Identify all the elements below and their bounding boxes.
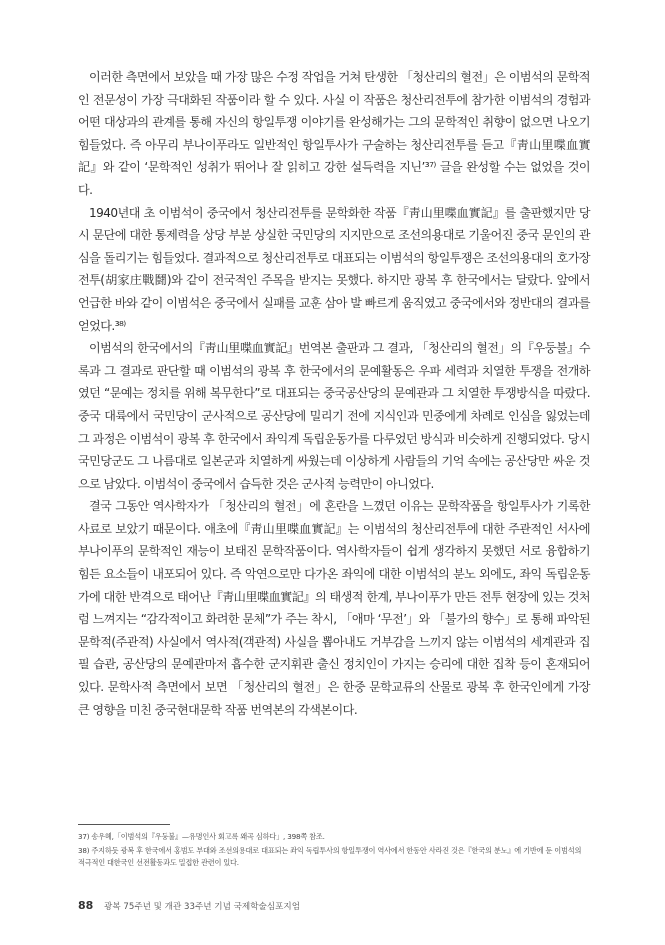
page-number: 88 [78,899,94,912]
paragraph: 1940년대 초 이범석이 중국에서 청산리전투를 문학화한 작품『靑山里喋血實記』를 출판했지만 당시 문단에 대한 통제력을 상당 부분 상실한 국민당의 지지만으로 조선의용대로 기울어진 중국 문인의 관심을 돌리기는 힘들었다. 결과적으로 청산리전투로 대표되는 이범석의 항일투쟁은 조선의용대의 호가장전투(胡家庄戰鬪)와 같이 전국적인 주목을 받지는 못했다. 하지만 광복 후 한국에서는 달랐다. 앞에서 언급한 바와 같이 이범석은 중국에서 실패를 교훈 삼아 발 빠르게 움직였고 중국에서와 정반대의 결과를 얻었다.³⁸⁾ [78,205,590,333]
page-footer [78,899,590,912]
footnotes [78,831,590,871]
footnote: 38) 주지하듯 광복 후 한국에서 홍범도 부대와 조선의용대로 대표되는 좌익 독립투사의 항일투쟁이 역사에서 한동안 사라진 것은『한국의 분노』에 기반에 둔 이범석의 적극적인 대한국인 선전활동과도 밀접한 관련이 있다. [78,846,582,867]
footnote-divider [78,824,170,825]
footnote: 37) 송우혜,「이범석의『우둥불』—유명인사 회고록 왜곡 심하다」, 398쪽 참조. [78,832,325,841]
paragraph: 이범석의 한국에서의『靑山里喋血實記』번역본 출판과 그 결과, 「청산리의 혈전」의『우둥불』수록과 그 결과로 판단할 때 이범석의 광복 후 한국에서의 문예활동은 우파 세력과 치열한 투쟁을 전개하였던 “문예는 정치를 위해 복무한다”로 대표되는 중국공산당의 문예관과 그 치열한 투쟁방식을 따랐다. 중국 대륙에서 국민당이 군사적으로 공산당에 밀리기 전에 지식인과 민중에게 차례로 인심을 잃었는데 그 과정은 이범석이 광복 후 한국에서 좌익계 독립운동가를 다루었던 방식과 비슷하게 진행되었다. 당시 국민당군도 그 나름대로 일본군과 치열하게 싸웠는데 이상하게 사람들의 기억 속에는 공산당만 싸운 것으로 남았다. 이범석이 중국에서 습득한 것은 군사적 능력만이 아니었다. [78,341,590,491]
paragraph: 이러한 측면에서 보았을 때 가장 많은 수정 작업을 거쳐 탄생한 「청산리의 혈전」은 이범석의 문학적인 전문성이 가장 극대화된 작품이라 할 수 있다. 사실 이 작품은 청산리전투에 참가한 이범석의 경험과 어떤 대상과의 관계를 통해 자신의 항일투쟁 이야기를 완성해가는 그의 문학적인 취향이 없으면 나오기 힘들었다. 즉 아무리 부나이푸라도 일반적인 항일투사가 구술하는 청산리전투를 듣고『靑山里喋血實記』와 같이 ‘문학적인 성취가 뛰어나 잘 읽히고 강한 설득력을 지닌’³⁷⁾ 글을 완성할 수는 없었을 것이다. [78,70,590,197]
main-text [78,66,590,721]
paragraph: 결국 그동안 역사학자가 「청산리의 혈전」에 혼란을 느꼈던 이유는 문학작품을 항일투사가 기록한 사료로 보았기 때문이다. 애초에『靑山里喋血實記』는 이범석의 청산리전투에 대한 주관적인 서사에 부나이푸의 문학적인 재능이 보태진 문학작품이다. 역사학자들이 쉽게 생각하지 못했던 서로 융합하기 힘든 요소들이 내포되어 있다. 즉 악연으로만 다가온 좌익에 대한 이범석의 분노 외에도, 좌익 독립운동가에 대한 반격으로 태어난『靑山里喋血實記』의 태생적 한계, 부나이푸가 만든 전투 현장에 있는 것처럼 느껴지는 “감각적이고 화려한 문체”가 주는 착시, 「애마 ‘무전’」와 「불가의 향수」로 통해 파악된 문학적(주관적) 사실에서 역사적(객관적) 사실을 뽑아내도 거부감을 느끼지 않는 이범석의 세계관과 집필 습관, 공산당의 문예관마저 흡수한 군지휘관 출신 정치인이 가지는 승리에 대한 집착 등이 혼재되어 있다. 문학사적 측면에서 보면 「청산리의 혈전」은 한중 문학교류의 산물로 광복 후 한국인에게 가장 큰 영향을 미친 중국현대문학 작품 번역본의 각색본이다. [78,499,590,717]
running-title: 광복 75주년 및 개관 33주년 기념 국제학술심포지엄 [104,902,301,912]
